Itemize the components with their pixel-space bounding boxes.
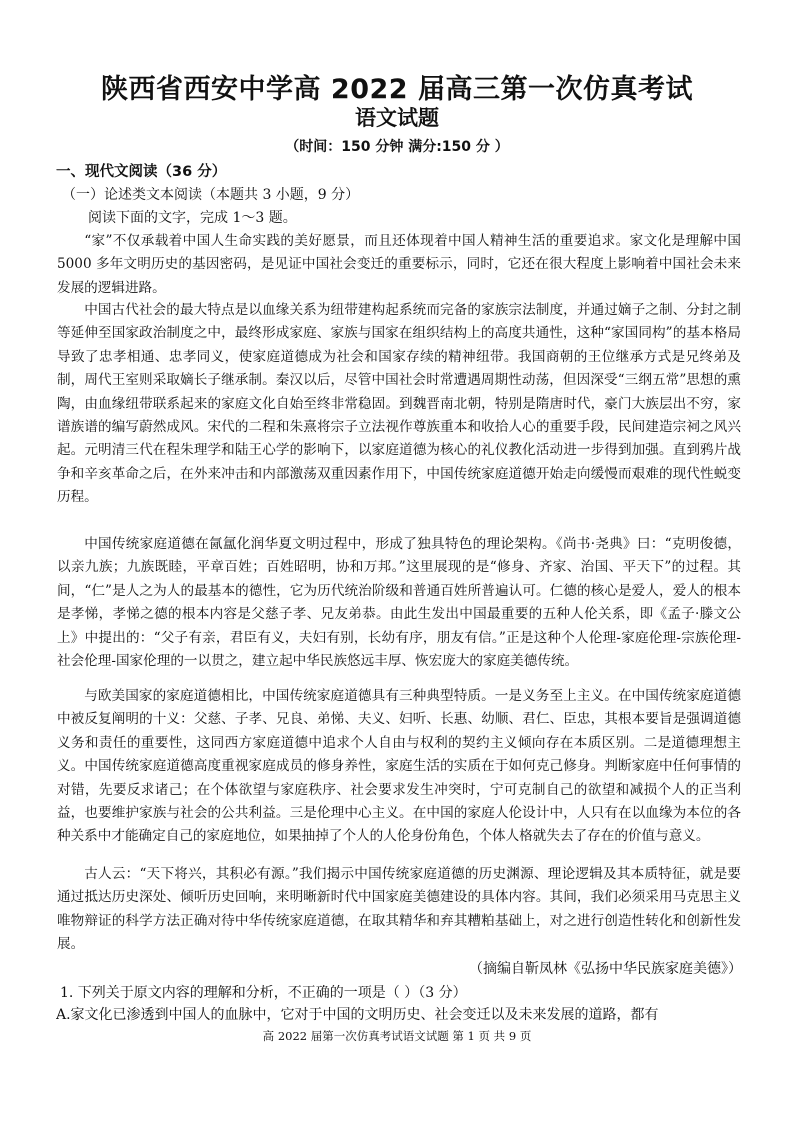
passage-source: （摘编自靳凤林《弘扬中华民族家庭美德》） bbox=[469, 961, 742, 977]
reading-instruction: 阅读下面的文字，完成 1～3 题。 bbox=[88, 210, 297, 226]
question-1-option-a: A.家文化已渗透到中国人的血脉中，它对于中国的文明历史、社会变迁以及未来发展的道路，都有 bbox=[56, 1007, 659, 1023]
exam-meta: （时间：150 分钟 满分:150 分 ） bbox=[285, 139, 509, 155]
subsection-heading: （一）论述类文本阅读（本题共 3 小题，9 分） bbox=[62, 187, 360, 203]
passage-paragraph-2: 中国古代社会的最大特点是以血缘关系为纽带建构起系统而完备的家族宗法制度，并通过嫡子之制、分封之制等延伸至国家政治制度之中，最终形成家庭、家族与国家在组织结构上的高度共通性，这种“家国同构”的基本格局导致了忠孝相通、忠孝同义，使家庭道德成为社会和国家存续的精神纽带。我国商朝的王位继承方式是兄终弟及制，周代王室则采取嫡长子继承制。秦汉以后，尽管中国社会时常遭遇周期性动荡，但因深受“三纲五常”思想的熏陶，由血缘纽带联系起来的家庭文化自始至终非常稳固。到魏晋南北朝，特别是隋唐时代，豪门大族层出不穷，家谱族谱的编写蔚然成风。宋代的二程和朱熹将宗子立法视作尊族重本和收拾人心的重要手段，民间建造宗祠之风兴起。元明清三代在程朱理学和陆王心学的影响下，以家庭道德为核心的礼仪教化活动进一步得到加强。直到鸦片战争和辛亥革命之后，在外来冲击和内部激荡双重因素作用下，中国传统家庭道德开始走向缓慢而艰难的现代性蜕变历程。 bbox=[57, 302, 741, 506]
page-footer: 高 2022 届第一次仿真考试语文试题 第 1 页 共 9 页 bbox=[262, 1029, 532, 1043]
passage-paragraph-4: 与欧美国家的家庭道德相比，中国传统家庭道德具有三种典型特质。一是义务至上主义。在中国传统家庭道德中被反复阐明的十义：父慈、子孝、兄良、弟悌、夫义、妇听、长惠、幼顺、君仁、臣忠，其根本要旨是强调道德义务和责任的重要性，这同西方家庭道德中追求个人自由与权利的契约主义倾向存在本质区别。二是道德理想主义。中国传统家庭道德高度重视家庭成员的修身养性，家庭生活的实质在于如何克己修身。判断家庭中任何事情的对错，先要反求诸己；在个体欲望与家庭秩序、社会要求发生冲突时，宁可克制自己的欲望和减损个人的正当利益，也要维护家族与社会的公共利益。三是伦理中心主义。在中国的家庭人伦设计中，人只有在以血缘为本位的各种关系中才能确定自己的家庭地位，如果抽掉了个人的人伦身份角色，个体人格就失去了存在的价值与意义。 bbox=[57, 688, 741, 845]
exam-title: 陕西省西安中学高 2022 届高三第一次仿真考试 bbox=[101, 74, 693, 105]
passage-paragraph-1: “家”不仅承载着中国人生命实践的美好愿景，而且还体现着中国人精神生活的重要追求。家文化是理解中国 5000 多年文明历史的基因密码，是见证中国社会变迁的重要标示，同时，它还在很大程度上影响着中国社会未来发展的逻辑进路。 bbox=[57, 233, 741, 296]
passage-paragraph-3: 中国传统家庭道德在氤氲化润华夏文明过程中，形成了独具特色的理论架构。《尚书·尧典》曰：“克明俊德，以亲九族；九族既睦，平章百姓；百姓昭明，协和万邦。”这里展现的是“修身、齐家、治国、平天下”的过程。其间，“仁”是人之为人的最基本的德性，它为历代统治阶级和普通百姓所普遍认可。仁德的核心是爱人，爱人的根本是孝悌，孝悌之德的根本内容是父慈子孝、兄友弟恭。由此生发出中国最重要的五种人伦关系，即《孟子·滕文公上》中提出的：“父子有亲，君臣有义，夫妇有别，长幼有序，朋友有信。”正是这种个人伦理-家庭伦理-宗族伦理-社会伦理-国家伦理的一以贯之，建立起中华民族悠远丰厚、恢宏庞大的家庭美德传统。 bbox=[57, 536, 742, 670]
section-heading: 一、现代文阅读（36 分） bbox=[56, 164, 227, 180]
exam-subtitle: 语文试题 bbox=[355, 106, 439, 130]
question-1-stem: 1. 下列关于原文内容的理解和分析，不正确的一项是（ ）（3 分） bbox=[60, 985, 467, 1001]
passage-paragraph-5: 古人云：“天下将兴，其积必有源。”我们揭示中国传统家庭道德的历史渊源、理论逻辑及其本质特征，就是要通过抵达历史深处、倾听历史回响，来明晰新时代中国家庭美德建设的具体内容。其间，我们必须采用马克思主义唯物辩证的科学方法正确对待中华传统家庭道德，在取其精华和弃其糟粕基础上，对之进行创造性转化和创新性发展。 bbox=[57, 866, 741, 953]
